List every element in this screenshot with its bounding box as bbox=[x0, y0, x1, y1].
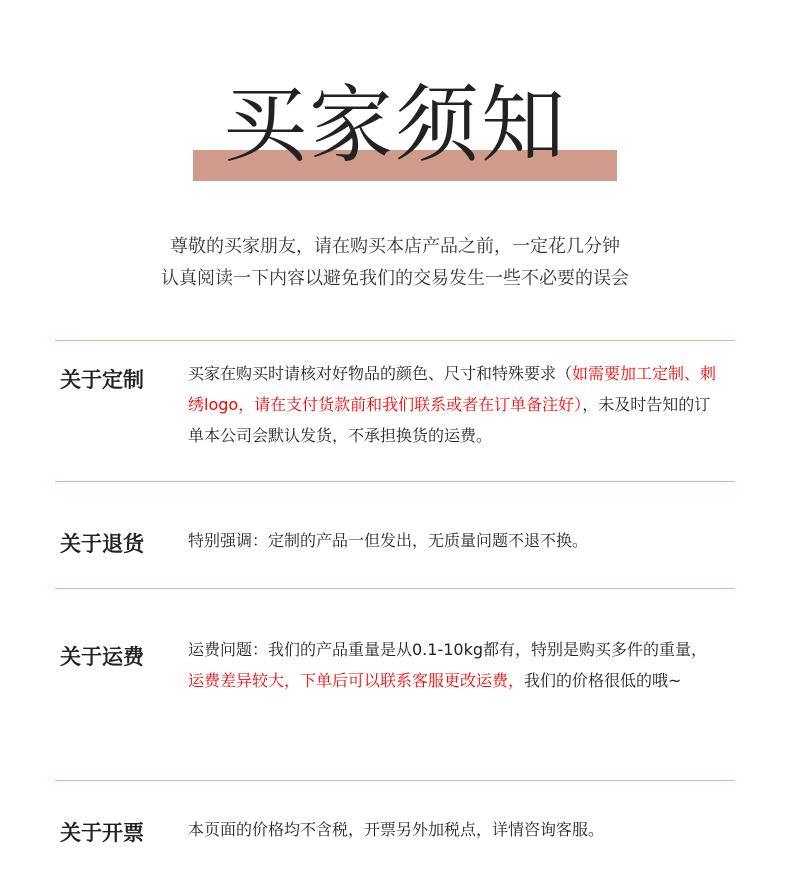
divider bbox=[55, 780, 735, 781]
text: 运费问题：我们的产品重量是从0.1-10kg都有，特别是购买多件的重量， bbox=[188, 640, 708, 659]
divider bbox=[55, 340, 735, 341]
section-label-returns: 关于退货 bbox=[60, 532, 144, 556]
intro-line-2: 认真阅读一下内容以避免我们的交易发生一些不必要的误会 bbox=[161, 268, 629, 289]
text: 买家在购买时请核对好物品的颜色、尺寸和特殊要求（ bbox=[188, 364, 573, 383]
section-label-shipping: 关于运费 bbox=[60, 645, 144, 669]
highlight-text: 如需要加工定制、刺绣logo，请在支付货款前和我们联系或者在订单备注好） bbox=[188, 364, 717, 414]
divider bbox=[55, 481, 735, 482]
section-text-custom bbox=[188, 358, 723, 451]
text: ，未及时告知的订单本公司会默认发货，不承担换货的运费。 bbox=[188, 395, 711, 445]
section-text-returns: 特别强调：定制的产品一但发出，无质量问题不退不换。 bbox=[188, 531, 589, 550]
section-label-invoice: 关于开票 bbox=[60, 821, 144, 845]
text: 我们的价格很低的哦~ bbox=[524, 671, 682, 690]
section-text-invoice: 本页面的价格均不含税，开票另外加税点，详情咨询客服。 bbox=[188, 820, 605, 839]
page-title: 买家须知 bbox=[222, 76, 567, 174]
section-text-shipping bbox=[188, 634, 708, 696]
section-label-custom: 关于定制 bbox=[60, 368, 144, 392]
highlight-text: 运费差异较大，下单后可以联系客服更改运费， bbox=[188, 671, 525, 690]
intro-line-1: 尊敬的买家朋友，请在购买本店产品之前，一定花几分钟 bbox=[170, 236, 620, 257]
divider bbox=[55, 588, 735, 589]
